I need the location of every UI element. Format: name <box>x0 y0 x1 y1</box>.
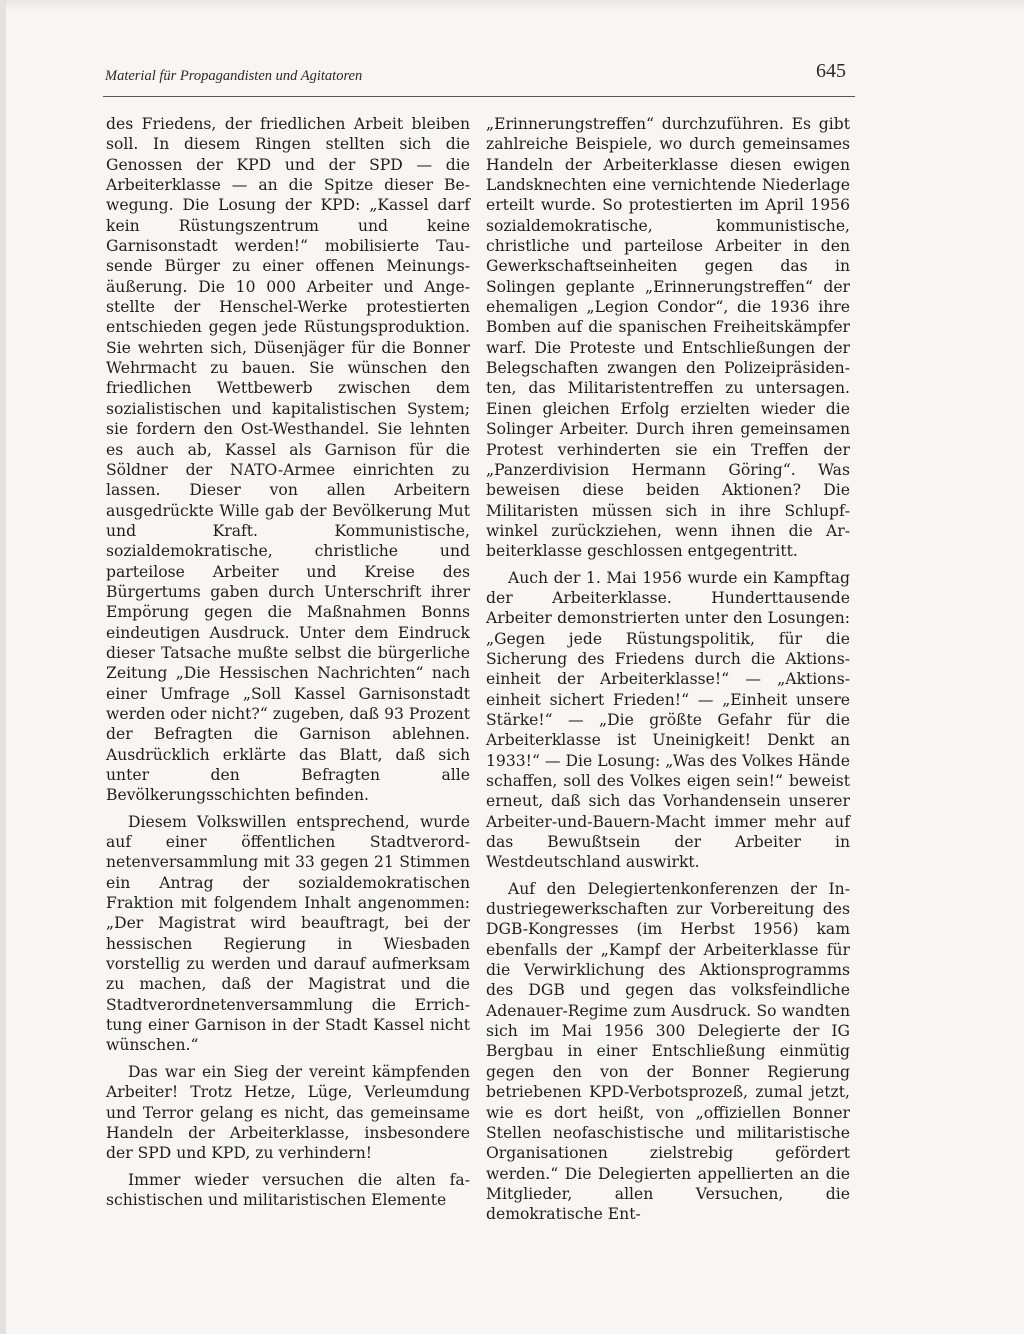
header-rule <box>103 96 855 97</box>
page-top-edge <box>0 0 1024 12</box>
paragraph: Das war ein Sieg der vereint kämpfenden Arbeiter! Trotz Hetze, Lüge, Verleumdung und Terror gelang es nicht, das gemeinsame Handeln der Arbeiterklasse, insbesondere der SPD und KPD, zu verhindern! <box>106 1062 470 1163</box>
page-number: 645 <box>816 60 846 82</box>
paragraph: Diesem Volkswillen entsprechend, wurde auf einer öffentlichen Stadtverordnetenversammlung mit 33 gegen 21 Stimmen ein Antrag der sozialdemokratischen Fraktion mit folgendem Inhalt angenommen: „Der Magistrat wird beauftragt, bei der hessischen Regierung in Wiesbaden vorstellig zu werden und darauf aufmerksam zu machen, daß der Magistrat und die Stadtverordnetenversammlung die Errichtung einer Garnison in der Stadt Kassel nicht wünschen.“ <box>106 812 470 1055</box>
paragraph: „Erinnerungstreffen“ durchzuführen. Es gibt zahlreiche Beispiele, wo durch gemeinsames Handeln der Arbeiterklasse diesen ewigen Landsknechten eine vernichtende Niederlage erteilt wurde. So protestierten im April 1956 sozialdemokratische, kommunistische, christliche und parteilose Arbeiter in den Gewerkschaftseinheiten gegen das in Solingen geplante „Erinnerungstreffen“ der ehemaligen „Legion Condor“, die 1936 ihre Bomben auf die spanischen Freiheitskämpfer warf. Die Proteste und Entschließungen der Belegschaften zwangen den Polizeipräsidenten, das Militaristentreffen zu untersagen. Einen gleichen Erfolg erzielten wieder die Solinger Arbeiter. Durch ihren gemeinsamen Protest verhinderten sie ein Treffen der „Panzerdivision Hermann Göring“. Was beweisen diese beiden Aktionen? Die Militaristen müssen sich in ihre Schlupfwinkel zurückziehen, wenn ihnen die Arbeiterklasse geschlossen entgegentritt. <box>486 115 850 561</box>
paragraph: Auf den Delegiertenkonferenzen der Industriegewerkschaften zur Vorbereitung des DGB-Kongresses (im Herbst 1956) kam ebenfalls der „Kampf der Arbeiterklasse für die Verwirklichung des Aktionsprogramms des DGB und gegen das volksfeindliche Adenauer-Regime zum Ausdruck. So wandten sich im Mai 1956 300 Delegierte der IG Bergbau in einer Entschließung einmütig gegen den von der Bonner Regierung betriebenen KPD-Verbotsprozeß, zumal jetzt, wie es dort heißt, von „offiziellen Bonner Stellen neofaschistische und militaristische Organisationen zielstrebig gefördert werden.“ Die Delegierten appellierten an die Mitglieder, allen Versuchen, die demokratische Ent- <box>486 879 850 1224</box>
right-column <box>486 114 850 1225</box>
left-column <box>106 114 470 1210</box>
paragraph: Auch der 1. Mai 1956 wurde ein Kampftag der Arbeiterklasse. Hunderttausende Arbeiter demonstrierten unter den Losungen: „Gegen jede Rüstungspolitik, für die Sicherung des Friedens durch die Aktionseinheit der Arbeiterklasse!“ — „Aktionseinheit sichert Frieden!“ — „Einheit unsere Stärke!“ — „Die größte Gefahr für die Arbeiterklasse ist Uneinigkeit! Denkt an 1933!“ — Die Losung: „Was des Volkes Hände schaffen, soll des Volkes eigen sein!“ beweist erneut, daß sich das Vorhandensein unserer Arbeiter-und-Bauern-Macht immer mehr auf das Bewußtsein der Arbeiter in Westdeutschland auswirkt. <box>486 568 850 872</box>
running-title: Material für Propagandisten und Agitatoren <box>105 68 363 84</box>
page-left-edge <box>0 0 6 1334</box>
paragraph: des Friedens, der friedlichen Arbeit bleiben soll. In diesem Ringen stellten sich die Genossen der KPD und der SPD — die Arbeiterklasse — an die Spitze dieser Bewegung. Die Losung der KPD: „Kassel darf kein Rüstungszentrum und keine Garnisonstadt werden!“ mobilisierte Tausende Bürger zu einer offenen Meinungsäußerung. Die 10 000 Arbeiter und Angestellte der Henschel-Werke protestierten entschieden gegen jede Rüstungsproduktion. Sie wehrten sich, Düsenjäger für die Bonner Wehrmacht zu bauen. Sie wünschen den friedlichen Wettbewerb zwischen dem sozialistischen und kapitalistischen System; sie fordern den Ost-Westhandel. Sie lehnten es auch ab, Kassel als Garnison für die Söldner der NATO-Armee einrichten zu lassen. Dieser von allen Arbeitern ausgedrückte Wille gab der Bevölkerung Mut und Kraft. Kommunistische, sozialdemokratische, christliche und parteilose Arbeiter und Kreise des Bürgertums gaben durch Unterschrift ihrer Empörung gegen die Maßnahmen Bonns eindeutigen Ausdruck. Unter dem Eindruck dieser Tatsache mußte selbst die bürgerliche Zeitung „Die Hessischen Nachrichten“ nach einer Umfrage „Soll Kassel Garnisonstadt werden oder nicht?“ zugeben, daß 93 Prozent der Befragten die Garnison ablehnen. Ausdrücklich erklärte das Blatt, daß sich unter den Befragten alle Bevölkerungsschichten befinden. <box>106 115 470 805</box>
paragraph: Immer wieder versuchen die alten faschistischen und militaristischen Elemente <box>106 1170 470 1209</box>
